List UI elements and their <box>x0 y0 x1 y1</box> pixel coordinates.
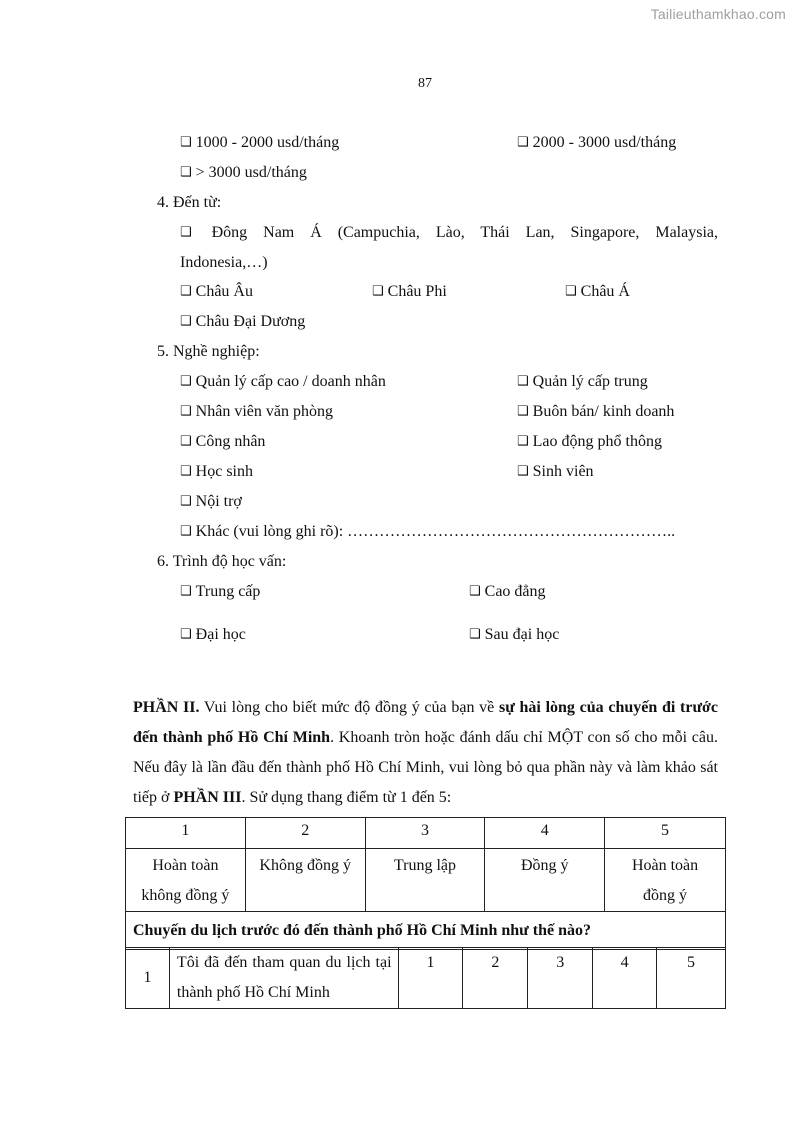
option-occupation-middle-manager[interactable] <box>517 372 648 393</box>
part2-text-2: . Khoanh tròn hoặc đánh dấu chỉ MỘT con số cho mỗi câu. Nếu đây là lần đầu đến thành phố Hồ Chí Minh, vui lòng bỏ qua phần này và làm khảo sát tiếp ở <box>133 729 719 806</box>
checkbox-icon: ❑ <box>517 404 529 419</box>
rating-option-1[interactable]: 1 <box>398 948 463 1009</box>
scale-number-row <box>126 818 726 849</box>
checkbox-icon: ❑ <box>372 284 384 299</box>
checkbox-icon: ❑ <box>565 284 577 299</box>
part2-text-1: Vui lòng cho biết mức độ đồng ý của bạn về <box>199 699 499 716</box>
checkbox-icon: ❑ <box>469 627 481 642</box>
scale-label-row <box>126 849 726 912</box>
option-origin-asean-cont: Indonesia,…) <box>180 254 268 271</box>
scale-label: Trung lập <box>365 849 485 912</box>
option-label: Cao đẳng <box>484 583 546 600</box>
checkbox-icon: ❑ <box>180 374 192 389</box>
rating-option-2[interactable]: 2 <box>463 948 528 1009</box>
option-education-college[interactable] <box>469 582 546 603</box>
checkbox-icon: ❑ <box>180 464 192 479</box>
option-income-1000-2000[interactable] <box>180 133 339 154</box>
option-occupation-housewife[interactable] <box>180 492 242 513</box>
option-origin-europe[interactable] <box>180 282 253 303</box>
part2-emphasis-2: PHẦN III <box>173 789 242 806</box>
checkbox-icon: ❑ <box>180 225 192 240</box>
option-label: Nội trợ <box>195 493 242 510</box>
part2-emphasis-1: sự hài lòng của chuyến đi trước đến thành phố Hồ Chí Minh <box>133 699 719 746</box>
section-heading: Chuyến du lịch trước đó đến thành phố Hồ Chí Minh như thế nào? <box>126 912 726 950</box>
item-number: 1 <box>126 948 170 1009</box>
scale-label: Hoàn toàn không đồng ý <box>126 849 246 912</box>
option-income-gt-3000[interactable] <box>180 163 307 184</box>
part2-label: PHẦN II. <box>133 699 200 716</box>
option-origin-oceania[interactable] <box>180 312 305 333</box>
scale-number: 5 <box>605 818 726 849</box>
question-education-title: 6. Trình độ học vấn: <box>157 553 287 570</box>
option-education-university[interactable] <box>180 625 246 646</box>
option-label: Sau đại học <box>484 626 560 643</box>
part2-text-3: . Sử dụng thang điểm từ 1 đến 5: <box>241 789 452 806</box>
option-education-postgraduate[interactable] <box>469 625 559 646</box>
scale-number: 1 <box>126 818 246 849</box>
option-occupation-business[interactable] <box>517 402 674 423</box>
option-label: Học sinh <box>195 463 253 480</box>
option-occupation-student[interactable] <box>517 462 594 483</box>
scale-number: 3 <box>365 818 485 849</box>
watermark: Tailieuthamkhao.com <box>650 6 786 22</box>
survey-item-table <box>125 947 726 1009</box>
option-label: Trung cấp <box>195 583 261 600</box>
option-label: Đại học <box>195 626 246 643</box>
option-label: Khác (vui lòng ghi rõ): …………………………………………………….. <box>195 523 676 540</box>
checkbox-icon: ❑ <box>180 627 192 642</box>
checkbox-icon: ❑ <box>180 524 192 539</box>
option-label: Lao động phổ thông <box>532 433 662 450</box>
option-label: > 3000 usd/tháng <box>195 164 307 181</box>
option-label: Nhân viên văn phòng <box>195 403 333 420</box>
checkbox-icon: ❑ <box>180 584 192 599</box>
option-label: Công nhân <box>195 433 266 450</box>
checkbox-icon: ❑ <box>180 314 192 329</box>
section-heading-row <box>126 912 726 950</box>
option-origin-africa[interactable] <box>372 282 447 303</box>
option-label: Châu Á <box>580 283 630 300</box>
option-label: Châu Phi <box>387 283 447 300</box>
option-label: Đông Nam Á (Campuchia, Lào, Thái Lan, Singapore, Malaysia, <box>211 224 719 241</box>
option-label: 2000 - 3000 usd/tháng <box>532 134 677 151</box>
option-occupation-senior-manager[interactable] <box>180 372 386 393</box>
checkbox-icon: ❑ <box>517 374 529 389</box>
option-label: Buôn bán/ kinh doanh <box>532 403 675 420</box>
scale-label: Không đồng ý <box>245 849 365 912</box>
checkbox-icon: ❑ <box>180 165 192 180</box>
option-label: Sinh viên <box>532 463 594 480</box>
page-number: 87 <box>418 76 432 91</box>
option-label: Châu Đại Dương <box>195 313 306 330</box>
option-label: 1000 - 2000 usd/tháng <box>195 134 340 151</box>
scale-label: Hoàn toàn đồng ý <box>605 849 726 912</box>
rating-option-5[interactable]: 5 <box>657 948 726 1009</box>
checkbox-icon: ❑ <box>469 584 481 599</box>
checkbox-icon: ❑ <box>517 135 529 150</box>
option-origin-asia[interactable] <box>565 282 630 303</box>
part2-instructions <box>133 693 718 813</box>
option-label: Quản lý cấp trung <box>532 373 648 390</box>
rating-option-4[interactable]: 4 <box>593 948 657 1009</box>
table-row <box>126 948 726 1009</box>
option-occupation-worker[interactable] <box>180 432 265 453</box>
option-occupation-other[interactable] <box>180 522 675 543</box>
option-origin-asean[interactable] <box>180 223 718 244</box>
option-education-vocational[interactable] <box>180 582 260 603</box>
likert-scale-table <box>125 817 726 950</box>
checkbox-icon: ❑ <box>180 284 192 299</box>
checkbox-icon: ❑ <box>180 434 192 449</box>
checkbox-icon: ❑ <box>180 494 192 509</box>
option-label: Quản lý cấp cao / doanh nhân <box>195 373 386 390</box>
item-text: Tôi đã đến tham quan du lịch tại thành phố Hồ Chí Minh <box>169 948 398 1009</box>
rating-option-3[interactable]: 3 <box>528 948 593 1009</box>
question-origin-title: 4. Đến từ: <box>157 194 222 211</box>
checkbox-icon: ❑ <box>180 135 192 150</box>
checkbox-icon: ❑ <box>517 434 529 449</box>
option-occupation-labor[interactable] <box>517 432 662 453</box>
scale-number: 2 <box>245 818 365 849</box>
option-label: Châu Âu <box>195 283 253 300</box>
checkbox-icon: ❑ <box>180 404 192 419</box>
scale-number: 4 <box>485 818 605 849</box>
question-occupation-title: 5. Nghề nghiệp: <box>157 343 260 360</box>
option-income-2000-3000[interactable] <box>517 133 676 154</box>
option-occupation-office-staff[interactable] <box>180 402 333 423</box>
checkbox-icon: ❑ <box>517 464 529 479</box>
scale-label: Đồng ý <box>485 849 605 912</box>
option-occupation-pupil[interactable] <box>180 462 253 483</box>
